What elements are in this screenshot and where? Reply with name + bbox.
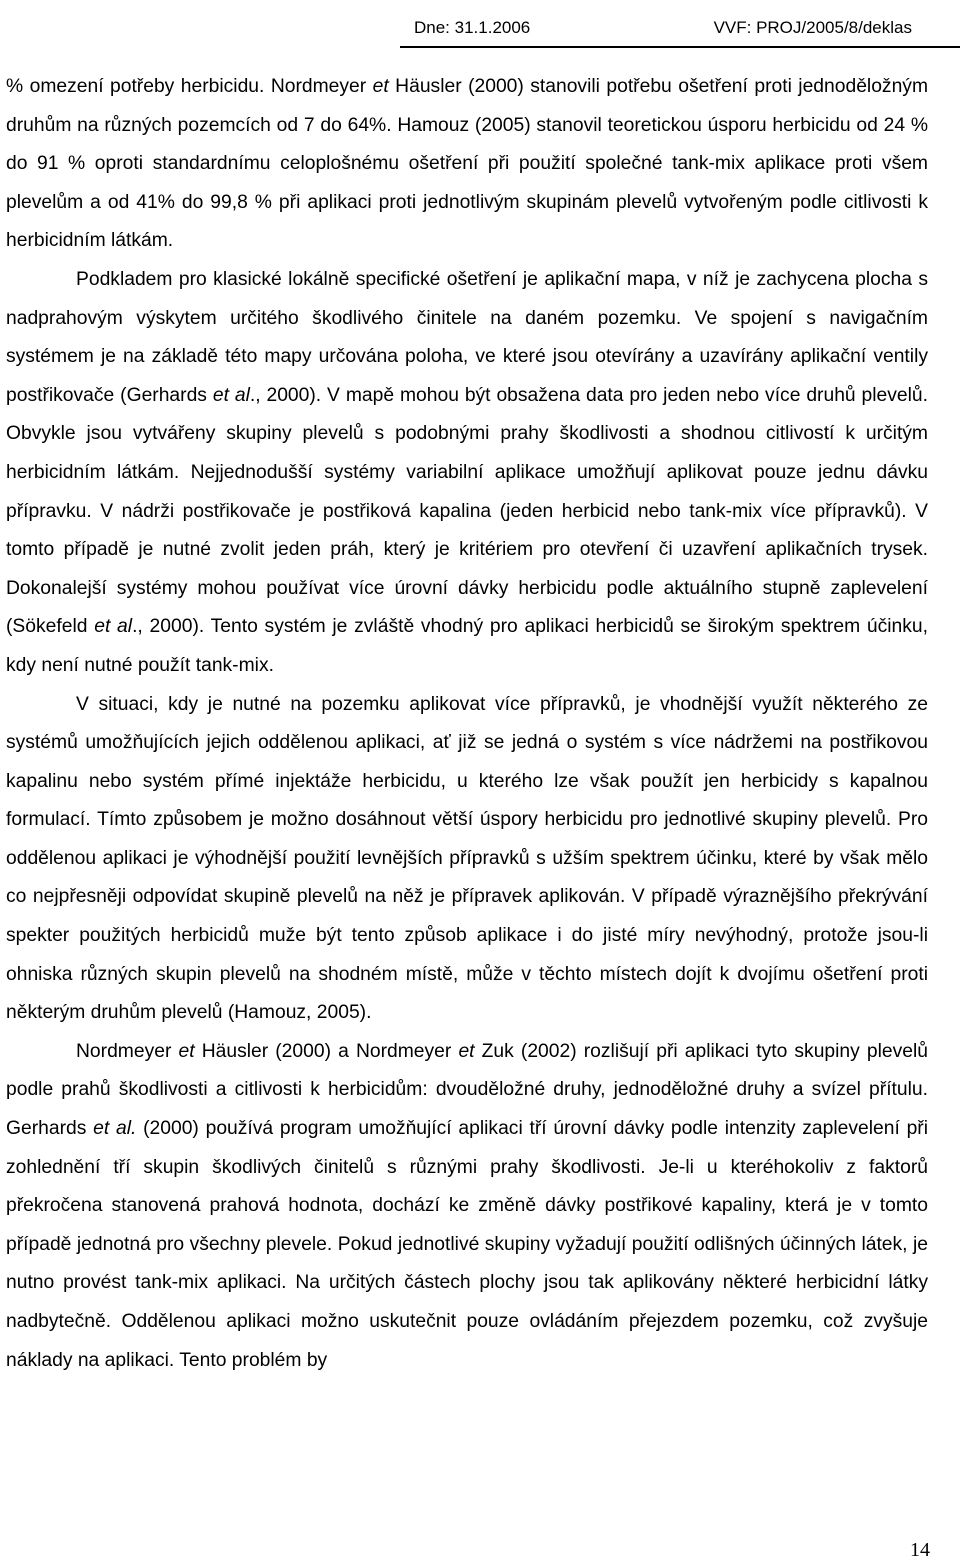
text-run: ., 2000). Tento systém je zvláště vhodný pro aplikaci herbicidů se širokým spektrem účinku, kdy není nutné použít tank-mix. bbox=[6, 616, 928, 676]
italic-run: et al bbox=[94, 616, 133, 638]
text-run: Häusler (2000) a Nordmeyer bbox=[194, 1040, 459, 1062]
text-run: (2000) používá program umožňující aplikaci tří úrovní dávky podle intenzity zaplevelení při zohlednění tří skupin škodlivých činitelů s různými prahy škodlivosti. Je-li u kteréhokoliv z faktorů překročena stanovená prahová hodnota, dochází ke změně dávky postřikové kapaliny, která je v tomto případě jednotná pro všechny plevele. Pokud jednotlivé skupiny vyžadují použití odlišných účinných látek, je nutno provést tank-mix aplikaci. Na určitých částech plochy jsou tak aplikovány některé herbicidní látky nadbytečně. Oddělenou aplikaci možno uskutečnit pouze ovládáním přejezdem pozemku, což zvyšuje náklady na aplikaci. Tento problém by bbox=[6, 1118, 928, 1371]
text-run: V situaci, kdy je nutné na pozemku aplikovat více přípravků, je vhodnější využít některého ze systémů umožňujících jejich oddělenou aplikaci, ať již se jedná o systém s více nádržemi na postřikovou kapalinu nebo systém přímé injektáže herbicidu, u kterého lze však použít jen herbicidy s kapalnou formulací. Tímto způsobem je možno dosáhnout větší úspory herbicidu pro jednotlivé skupiny plevelů. Pro oddělenou aplikaci je výhodnější použití levnějších přípravků s užším spektrem účinku, které by však mělo co nejpřesněji odpovídat skupině plevelů na něž je přípravek aplikován. V případě výraznějšího překrývání spekter použitých herbicidů muže být tento způsob aplikace i do jisté míry nevýhodný, protože jsou-li ohniska různých skupin plevelů na shodném místě, může v těchto místech dojít k dvojímu ošetření proti některým druhům plevelů (Hamouz, 2005). bbox=[6, 693, 928, 1024]
italic-run: et bbox=[372, 76, 389, 97]
text-run: Nordmeyer bbox=[76, 1040, 179, 1062]
document-date: Dne: 31.1.2006 bbox=[414, 18, 531, 37]
paragraph-4 bbox=[6, 1033, 928, 1380]
page-header bbox=[400, 10, 960, 48]
text-run: Häusler (2000) stanovili potřebu ošetření proti jednoděložným druhům na různých pozemcích od 7 do 64%. Hamouz (2005) stanovil teoretickou úsporu herbicidu od 24 % do 91 % oproti standardnímu celoplošnému ošetření při použití společné tank-mix aplikace proti všem plevelům a od 41% do 99,8 % při aplikaci proti jednotlivým skupinám plevelů vytvořeným podle citlivosti k herbicidním látkám. bbox=[6, 76, 928, 252]
document-body bbox=[6, 68, 928, 1380]
italic-run: et al bbox=[212, 384, 250, 406]
italic-run: et bbox=[458, 1040, 475, 1062]
paragraph-1 bbox=[6, 68, 928, 261]
document-reference: VVF: PROJ/2005/8/deklas bbox=[713, 18, 912, 37]
text-run: % omezení potřeby herbicidu. Nordmeyer bbox=[6, 76, 373, 97]
paragraph-3 bbox=[6, 686, 928, 1033]
italic-run: et al. bbox=[93, 1118, 137, 1140]
text-run: Zuk (2002) rozlišují při aplikaci tyto skupiny plevelů podle prahů škodlivosti a citlivosti k herbicidům: dvouděložné druhy, jednoděložné druhy a svízel přítulu. Gerhards bbox=[6, 1040, 929, 1140]
page-number: 14 bbox=[910, 1539, 930, 1561]
italic-run: et bbox=[178, 1040, 195, 1062]
paragraph-2 bbox=[6, 261, 928, 686]
text-run: ., 2000). V mapě mohou být obsažena data pro jeden nebo více druhů plevelů. Obvykle jsou vytvářeny skupiny plevelů s podobnými prahy škodlivosti a shodnou citlivostí k určitým herbicidním látkám. Nejjednodušší systémy variabilní aplikace umožňují aplikovat pouze jednu dávku přípravku. V nádrži postřikovače je postřiková kapalina (jeden herbicid nebo tank-mix více přípravků). V tomto případě je nutné zvolit jeden práh, který je kritériem pro otevření či uzavření aplikačních trysek. Dokonalejší systémy mohou používat více úrovní dávky herbicidu podle aktuálního stupně zaplevelení (Sökefeld bbox=[6, 384, 929, 638]
text-run: Podkladem pro klasické lokálně specifické ošetření je aplikační mapa, v níž je zachycena plocha s nadprahovým výskytem určitého škodlivého činitele na daném pozemku. Ve spojení s navigačním systémem je na základě této mapy určována poloha, ve které jsou otevírány a uzavírány aplikační ventily postřikovače (Gerhards bbox=[6, 268, 928, 406]
